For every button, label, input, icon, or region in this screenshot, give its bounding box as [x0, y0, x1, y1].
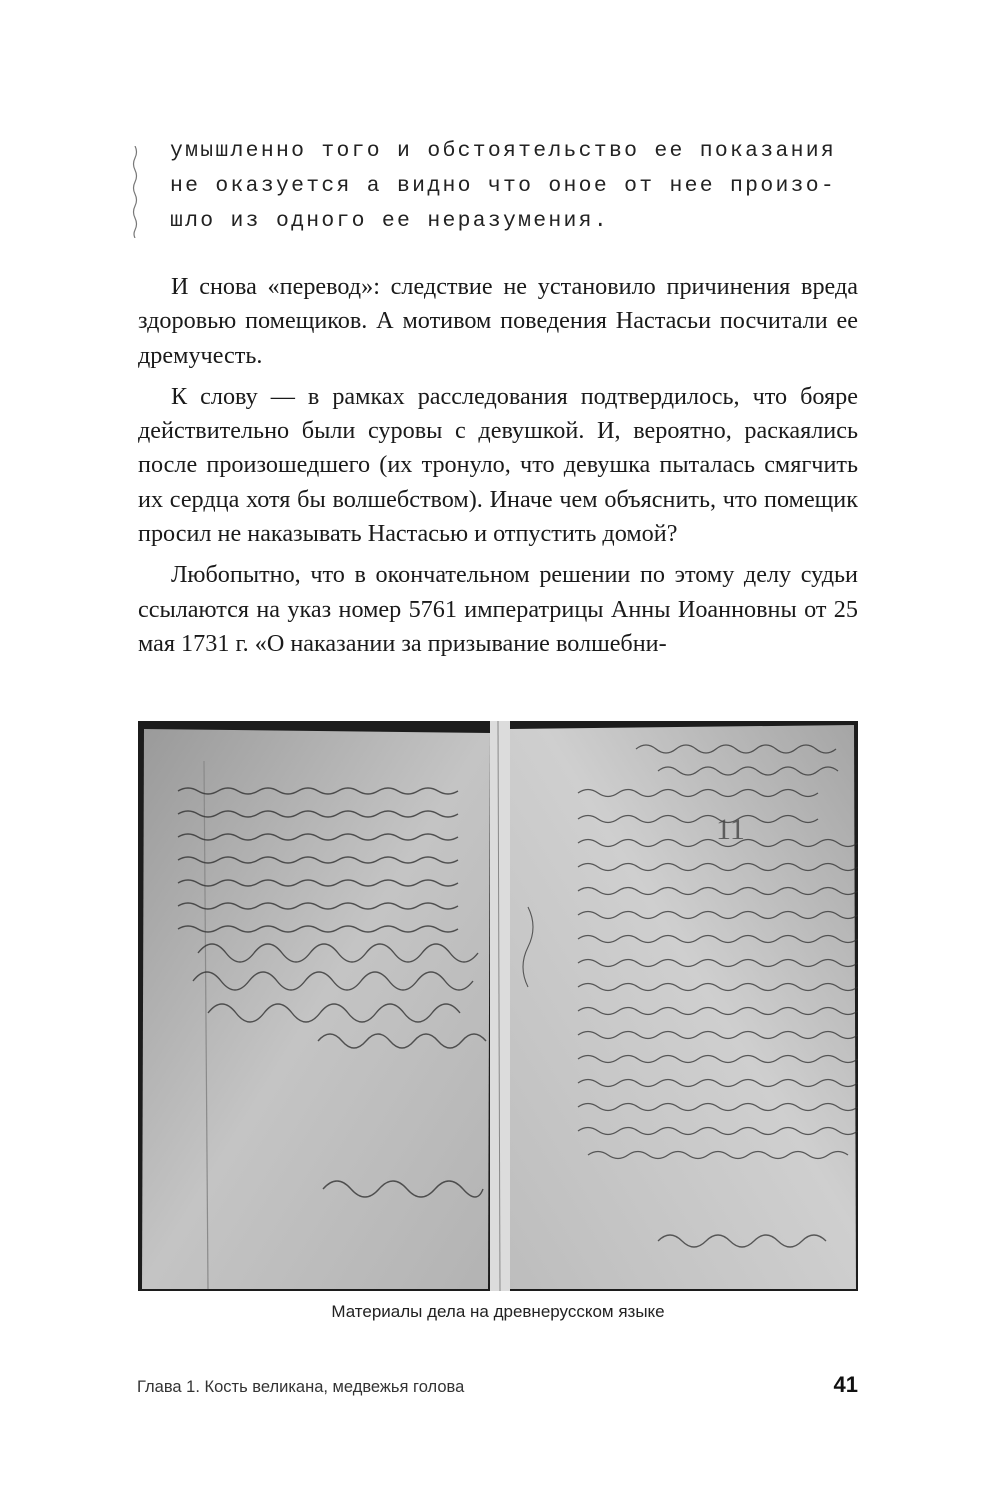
- right-page: [508, 725, 856, 1289]
- paragraph: Любопытно, что в окончательном решении по этому делу судьи ссылаются на указ номер 5761 императрицы Анны Иоанновны от 25 мая 1731 г. «О наказании за призывание волшебни-: [138, 561, 858, 657]
- manuscript-photo: [138, 721, 858, 1291]
- figure-caption: Материалы дела на древнерусском языке: [331, 1302, 665, 1321]
- running-footer: Глава 1. Кость великана, медвежья голова: [137, 1378, 465, 1396]
- quote-line: шло из одного ее неразумения.: [170, 209, 609, 233]
- quote-line: умышленно того и обстоятельство ее показания: [170, 139, 837, 163]
- page-number: 41: [833, 1372, 858, 1397]
- svg-text:11: 11: [716, 813, 745, 846]
- archival-quote: [124, 134, 910, 239]
- paragraph: И снова «перевод»: следствие не установило причинения вреда здоровью помещиков. А мотивом поведения Настасьи посчитали ее дремучесть.: [138, 273, 858, 369]
- manuscript-image: [138, 721, 858, 1291]
- paragraph: К слову — в рамках расследования подтвердилось, что бояре действительно были суровы с девушкой. И, вероятно, раскаялись после произошедшего (их тронуло, что девушка пыталась смягчить их сердца хотя бы волшебством). Иначе чем объяснить, что помещик просил не наказывать Настасью и отпустить домой?: [138, 382, 858, 548]
- body-text: [138, 270, 858, 661]
- quote-line: не оказуется а видно что оное от нее произо-: [170, 174, 837, 198]
